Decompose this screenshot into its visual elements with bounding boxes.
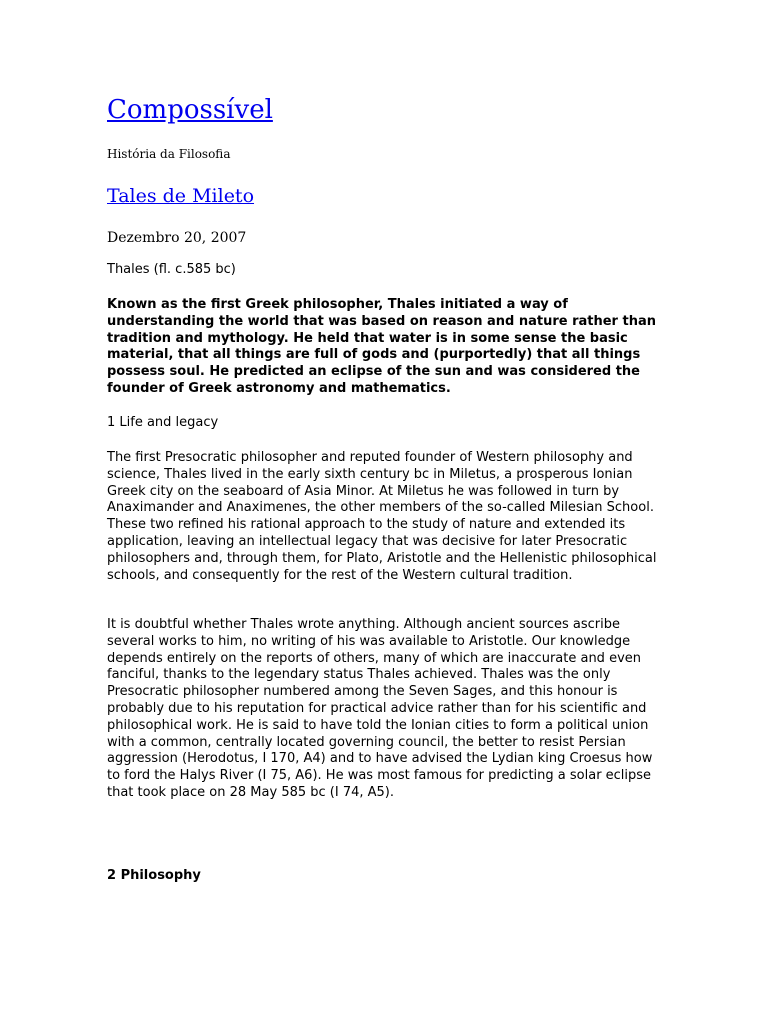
paragraph: It is doubtful whether Thales wrote anything. Although ancient sources ascribe several works to him, no writing of his was available to Aristotle. Our knowledge depends entirely on the reports of others, many of which are inaccurate and even fanciful, thanks to the legendary status Thales achieved. Thales was the only Presocratic philosopher numbered among the Seven Sages, and this honour is probably due to his reputation for practical advice rather than for his scientific and philosophical work. He is said to have told the Ionian cities to form a political union with a common, centrally located governing council, the better to resist Persian aggression (Herodotus, I 170, A4) and to have advised the Lydian king Croesus how to ford the Halys River (I 75, A6). He was most famous for predicting a solar eclipse that took place on 28 May 585 bc (I 74, A5). — [107, 617, 653, 800]
post-abstract: Known as the first Greek philosopher, Thales initiated a way of understanding the world that was based on reason and nature rather than tradition and mythology. He held that water is in some sense the basic material, that all things are full of gods and (purportedly) that all things possess soul. He predicted an eclipse of the sun and was considered the founder of Greek astronomy and mathematics. — [107, 297, 656, 396]
post-subject: Thales (fl. c.585 bc) — [107, 262, 236, 277]
section-heading-life-and-legacy: 1 Life and legacy — [107, 415, 219, 430]
post-date: Dezembro 20, 2007 — [107, 230, 247, 246]
blog-title-link[interactable]: Compossível — [107, 95, 273, 125]
section-heading-philosophy: 2 Philosophy — [107, 868, 201, 883]
post-title — [107, 182, 254, 210]
paragraph: The first Presocratic philosopher and reputed founder of Western philosophy and science, Thales lived in the early sixth century bc in Miletus, a prosperous Ionian Greek city on the seaboard of Asia Minor. At Miletus he was followed in turn by Anaximander and Anaximenes, the other members of the so-called Milesian School. These two refined his rational approach to the study of nature and extended its application, leaving an intellectual legacy that was decisive for later Presocratic philosophers and, through them, for Plato, Aristotle and the Hellenistic philosophical schools, and consequently for the rest of the Western cultural tradition. — [107, 450, 657, 583]
blog-title — [107, 92, 273, 128]
post-title-link[interactable]: Tales de Mileto — [107, 185, 255, 207]
blog-description: História da Filosofia — [107, 147, 231, 161]
